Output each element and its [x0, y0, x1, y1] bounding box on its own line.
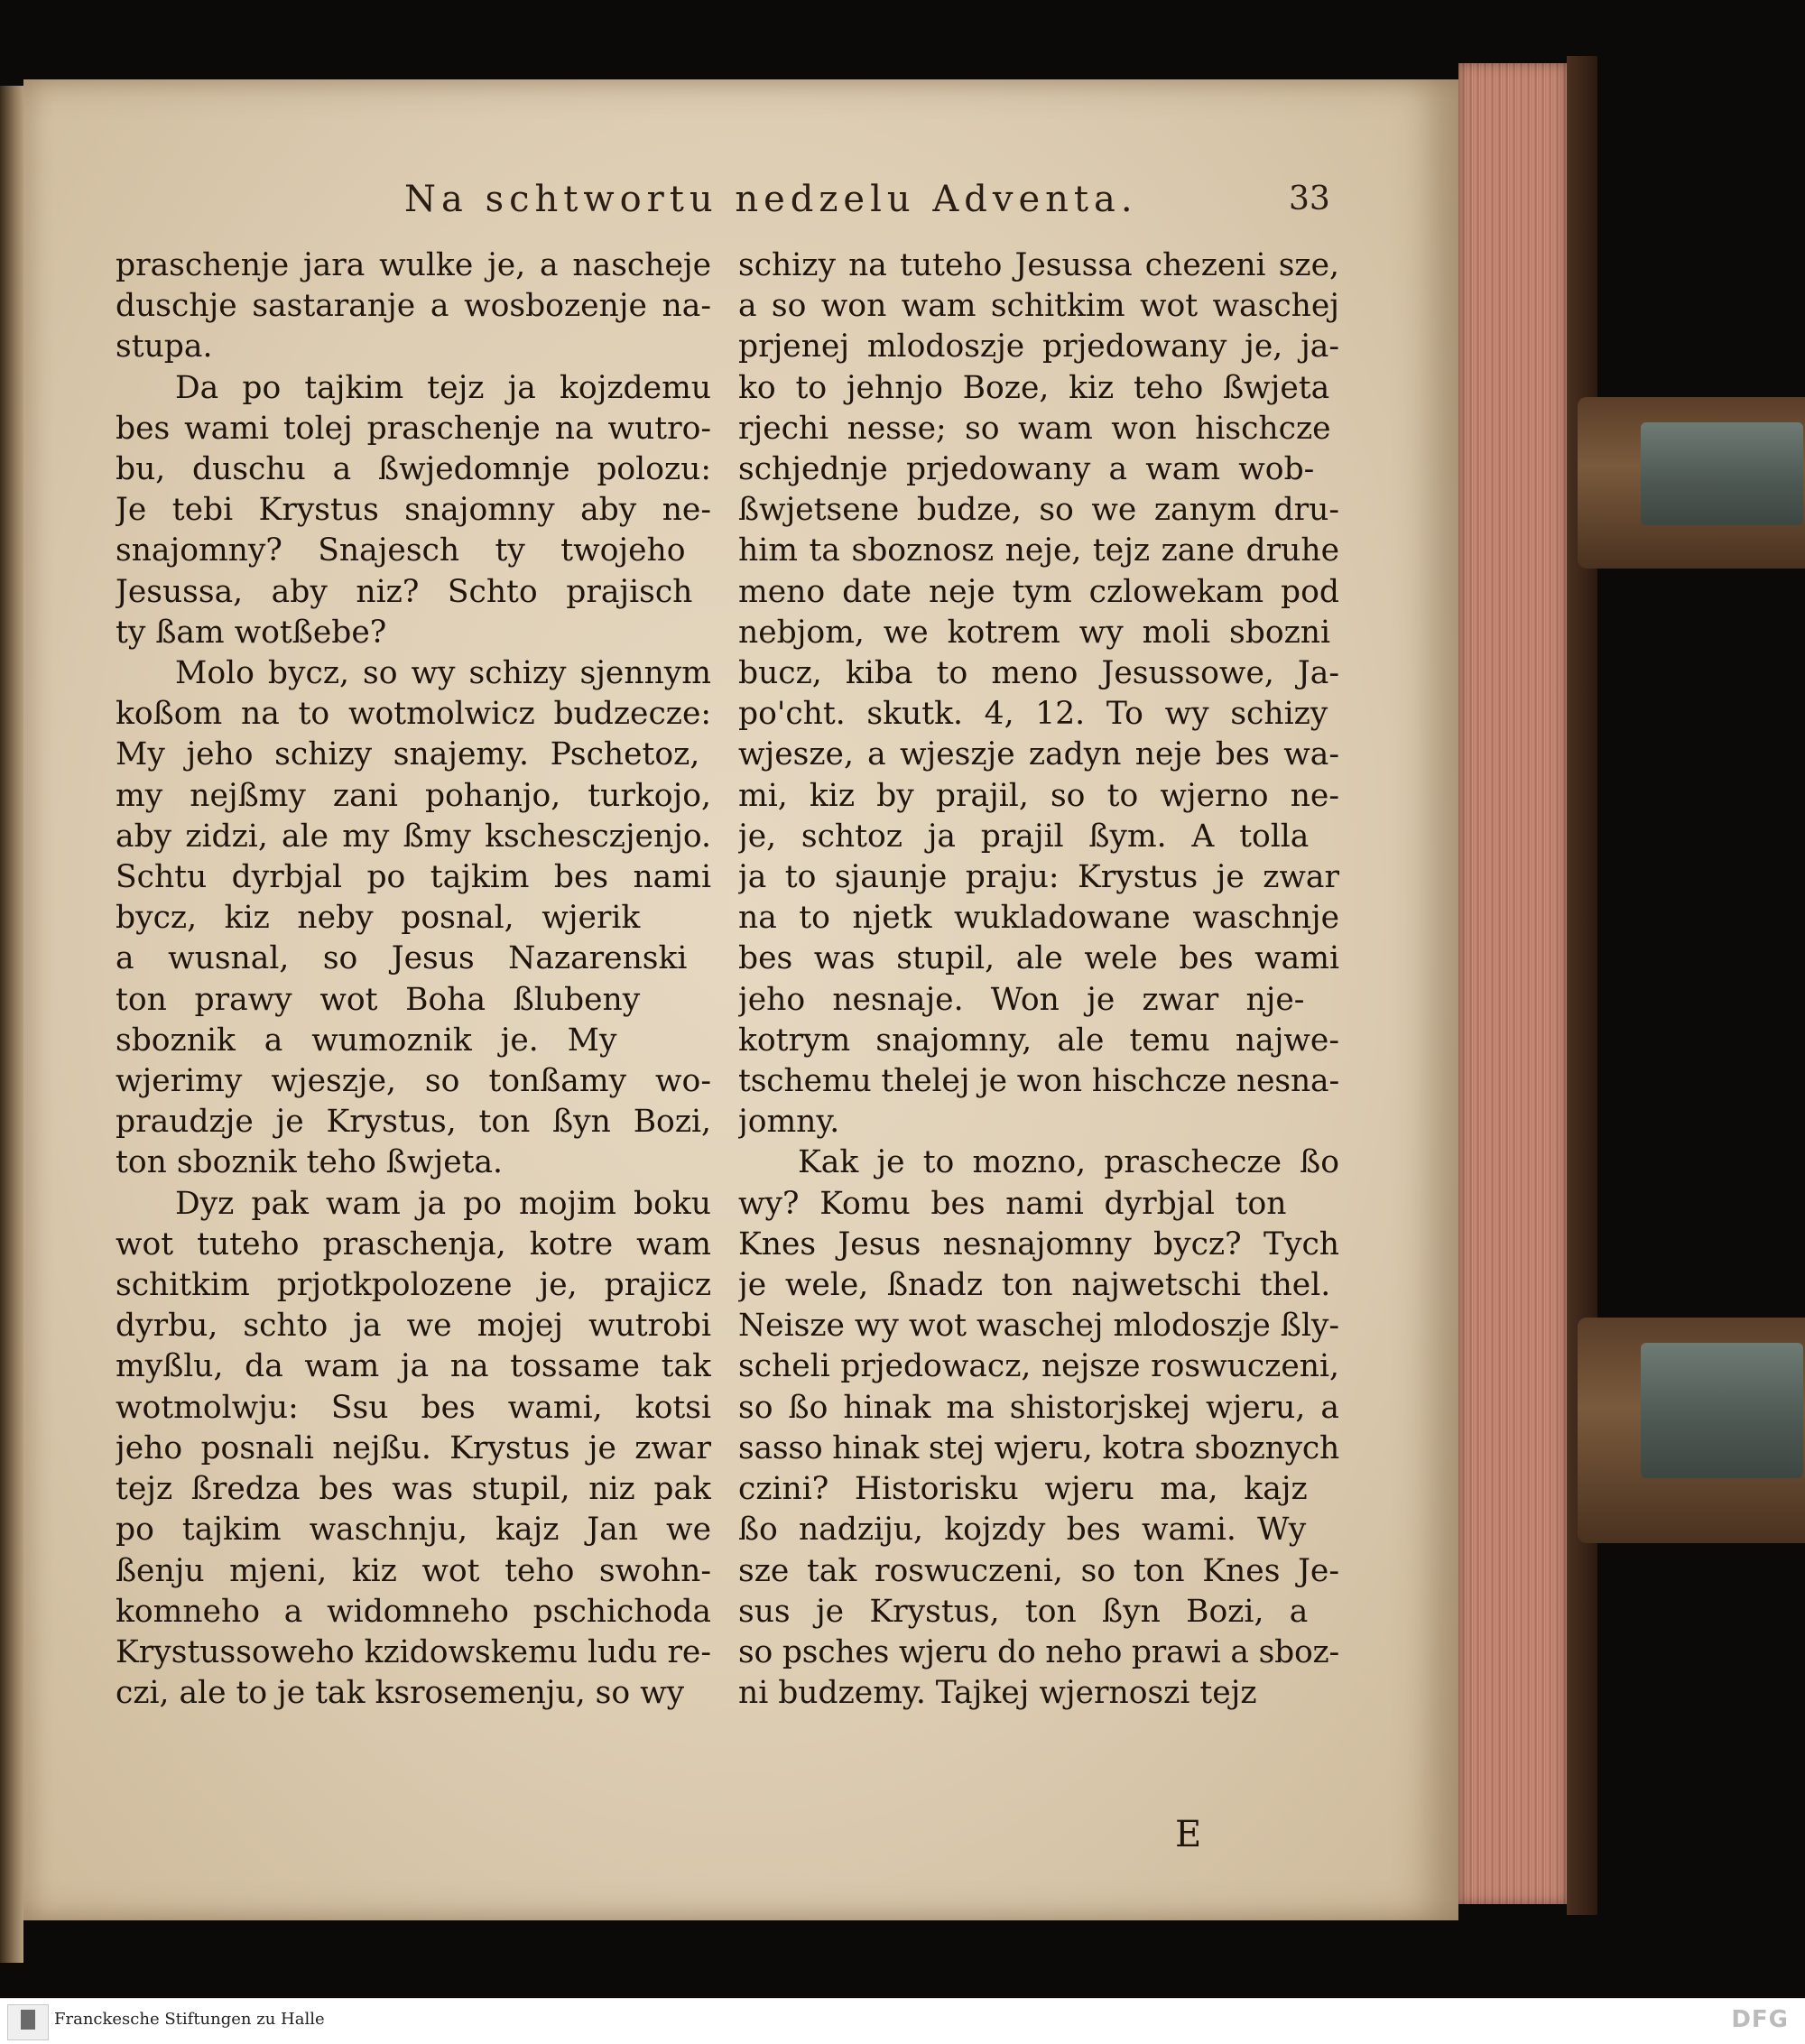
left-text-column — [116, 245, 711, 1714]
text-line: czini? Historisku wjeru ma, kajz — [738, 1471, 1308, 1508]
text-line: stupa. — [116, 328, 213, 365]
text-line: bu, duschu a ßwjedomnje polozu: — [116, 451, 711, 488]
text-line: jeho nesnaje. Won je zwar nje- — [738, 981, 1305, 1018]
text-line: je, schtoz ja prajil ßym. A tolla — [738, 818, 1310, 855]
text-line: a wusnal, so Jesus Nazarenski — [116, 940, 688, 977]
text-line: schizy na tuteho Jesussa chezeni sze, — [738, 247, 1339, 283]
text-line: ton prawy wot Boha ßlubeny — [116, 981, 641, 1018]
text-line: ßenju mjeni, kiz wot teho swohn- — [116, 1552, 711, 1589]
text-line: ßo nadziju, kojzdy bes wami. Wy — [738, 1512, 1307, 1549]
text-line: Kak je to mozno, praschecze ßo — [798, 1144, 1339, 1181]
text-line: koßom na to wotmolwicz budzecze: — [116, 696, 711, 733]
text-line: schjednje prjedowany a wam wob- — [738, 451, 1315, 488]
lower-clasp-metal — [1641, 1343, 1803, 1478]
text-line: Schtu dyrbjal po tajkim bes nami — [116, 859, 711, 896]
page-number: 33 — [1289, 180, 1330, 217]
text-line: bes was stupil, ale wele bes wami — [738, 940, 1339, 977]
text-line: ßwjetsene budze, so we zanym dru- — [738, 492, 1339, 529]
text-line: kotrym snajomny, ale temu najwe- — [738, 1022, 1339, 1059]
text-line: meno date neje tym czlowekam pod — [738, 573, 1339, 610]
text-line: praudzje je Krystus, ton ßyn Bozi, — [116, 1104, 711, 1141]
text-line: Molo bycz, so wy schizy sjennym — [175, 655, 711, 692]
text-line: tschemu thelej je won hischcze nesna- — [738, 1063, 1339, 1100]
text-line: Je tebi Krystus snajomny aby ne- — [116, 492, 711, 529]
text-line: Neisze wy wot waschej mlodoszje ßly- — [738, 1308, 1339, 1345]
text-line: ty ßam wotßebe? — [116, 614, 387, 651]
text-line: mi, kiz by prajil, so to wjerno ne- — [738, 777, 1339, 814]
text-line: Krystussoweho kzidowskemu ludu re- — [116, 1633, 711, 1670]
text-line: nebjom, we kotrem wy moli sbozni — [738, 614, 1331, 651]
running-head: Na schtwortu nedzelu Adventa. — [404, 179, 1138, 220]
book-cover-edge — [1567, 56, 1597, 1915]
text-line: jeho posnali nejßu. Krystus je zwar — [116, 1429, 711, 1466]
dfg-badge: DFG — [1731, 2006, 1789, 2033]
text-line: bycz, kiz neby posnal, wjerik — [116, 900, 641, 937]
text-line: ton sboznik teho ßwjeta. — [116, 1144, 504, 1181]
text-line: My jeho schizy snajemy. Pschetoz, — [116, 736, 700, 773]
text-line: ja to sjaunje praju: Krystus je zwar — [738, 859, 1339, 896]
text-line: bucz, kiba to meno Jesussowe, Ja- — [738, 655, 1339, 692]
viewer-footer — [0, 1998, 1805, 2044]
text-line: wjesze, a wjeszje zadyn neje bes wa- — [738, 736, 1339, 773]
upper-clasp — [1578, 397, 1805, 569]
text-line: myßlu, da wam ja na tossame tak — [116, 1348, 711, 1385]
text-line: Dyz pak wam ja po mojim boku — [175, 1185, 711, 1222]
text-line: po'cht. skutk. 4, 12. To wy schizy — [738, 696, 1328, 733]
text-line: wy? Komu bes nami dyrbjal ton — [738, 1185, 1287, 1222]
text-line: him ta sboznosz neje, tejz zane druhe — [738, 532, 1339, 569]
text-line: rjechi nesse; so wam won hischcze — [738, 410, 1331, 447]
text-line: duschje sastaranje a wosbozenje na- — [116, 288, 711, 325]
text-line: a so won wam schitkim wot waschej — [738, 288, 1339, 325]
text-line: Jesussa, aby niz? Schto prajisch — [116, 573, 693, 610]
text-line: dyrbu, schto ja we mojej wutrobi — [116, 1308, 711, 1345]
text-line: sboznik a wumoznik je. My — [116, 1022, 617, 1059]
catchword: E — [1175, 1814, 1202, 1855]
text-line: sus je Krystus, ton ßyn Bozi, a — [738, 1593, 1309, 1630]
text-line: my nejßmy zani pohanjo, turkojo, — [116, 777, 711, 814]
text-line: ni budzemy. Tajkej wjernoszi tejz — [738, 1675, 1257, 1712]
right-text-column — [738, 245, 1339, 1714]
text-line: Knes Jesus nesnajomny bycz? Tych — [738, 1225, 1339, 1262]
text-line: Da po tajkim tejz ja kojzdemu — [175, 369, 711, 406]
text-line: bes wami tolej praschenje na wutro- — [116, 410, 711, 447]
lower-clasp — [1578, 1318, 1805, 1543]
text-line: komneho a widomneho pschichoda — [116, 1593, 711, 1630]
text-line: sze tak roswuczeni, so ton Knes Je- — [738, 1552, 1339, 1589]
text-line: scheli prjedowacz, nejsze roswuczeni, — [738, 1348, 1339, 1385]
text-line: prjenej mlodoszje prjedowany je, ja- — [738, 328, 1339, 365]
page-fore-edge — [1458, 63, 1567, 1904]
text-line: je wele, ßnadz ton najwetschi thel. — [738, 1267, 1331, 1304]
text-line: sasso hinak stej wjeru, kotra sboznych — [738, 1429, 1339, 1466]
text-line: po tajkim waschnju, kajz Jan we — [116, 1512, 711, 1549]
text-line: aby zidzi, ale my ßmy kschesczjenjo. — [116, 818, 711, 855]
text-line: tejz ßredza bes was stupil, niz pak — [116, 1471, 711, 1508]
text-line: czi, ale to je tak ksrosemenju, so wy — [116, 1675, 685, 1712]
upper-clasp-metal — [1641, 422, 1803, 525]
text-line: ko to jehnjo Boze, kiz teho ßwjeta — [738, 369, 1330, 406]
text-line: wot tuteho praschenja, kotre wam — [116, 1225, 711, 1262]
text-line: wotmolwju: Ssu bes wami, kotsi — [116, 1389, 711, 1426]
institution-logo-icon — [7, 2004, 49, 2040]
institution-name[interactable]: Franckesche Stiftungen zu Halle — [54, 2010, 325, 2029]
text-line: snajomny? Snajesch ty twojeho — [116, 532, 686, 569]
text-line: na to njetk wukladowane waschnje — [738, 900, 1339, 937]
facing-page-edge — [0, 86, 23, 1963]
text-line: wjerimy wjeszje, so tonßamy wo- — [116, 1063, 711, 1100]
text-line: so ßo hinak ma shistorjskej wjeru, a — [738, 1389, 1339, 1426]
text-line: so psches wjeru do neho prawi a sboz- — [738, 1633, 1339, 1670]
text-line: praschenje jara wulke je, a nascheje — [116, 247, 711, 283]
text-line: schitkim prjotkpolozene je, prajicz — [116, 1267, 711, 1304]
text-line: jomny. — [738, 1104, 840, 1141]
